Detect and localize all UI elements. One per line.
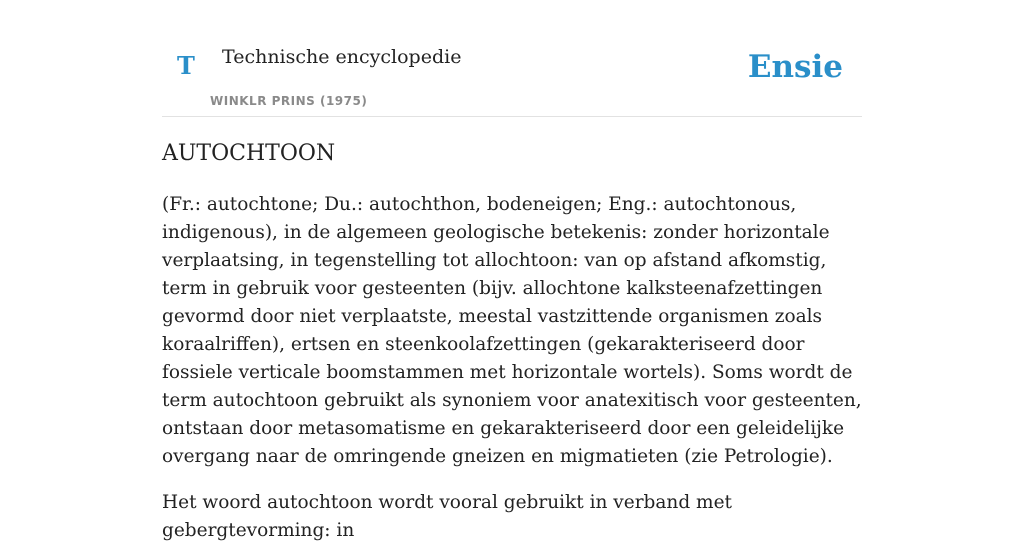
source-header xyxy=(162,0,862,117)
source-title[interactable]: Technische encyclopedie xyxy=(222,46,462,68)
article-paragraph: Het woord autochtoon wordt vooral gebruikt in verband met gebergtevorming: in xyxy=(162,491,732,541)
article xyxy=(162,140,862,545)
article-paragraph: (Fr.: autochtone; Du.: autochthon, bodeneigen; Eng.: autochtonous, indigenous), in de algemeen geologische betekenis: zonder horizontale verplaatsing, in tegenstelling tot allochtoon: van op afstand afkomstig, term in gebruik voor gesteenten (bijv. allochtone kalksteenafzettingen gevormd door niet verplaatste, meestal vastzittende organismen zoals koraalriffen), ertsen en steenkoolafzettingen (gekarakteriseerd door fossiele verticale boomstammen met horizontale wortels). Soms wordt de term autochtoon gebruikt als synoniem voor anatexitisch voor gesteenten, ontstaan door metasomatisme en gekarakteriseerd door een geleidelijke overgang naar de omringende gneizen en migmatieten (zie Petrologie). xyxy=(162,193,862,467)
source-subtitle: WINKLR PRINS (1975) xyxy=(210,94,368,108)
brand-logo[interactable]: Ensie xyxy=(747,49,843,85)
article-headword: AUTOCHTOON xyxy=(162,141,336,166)
source-logo[interactable]: T xyxy=(177,51,195,80)
